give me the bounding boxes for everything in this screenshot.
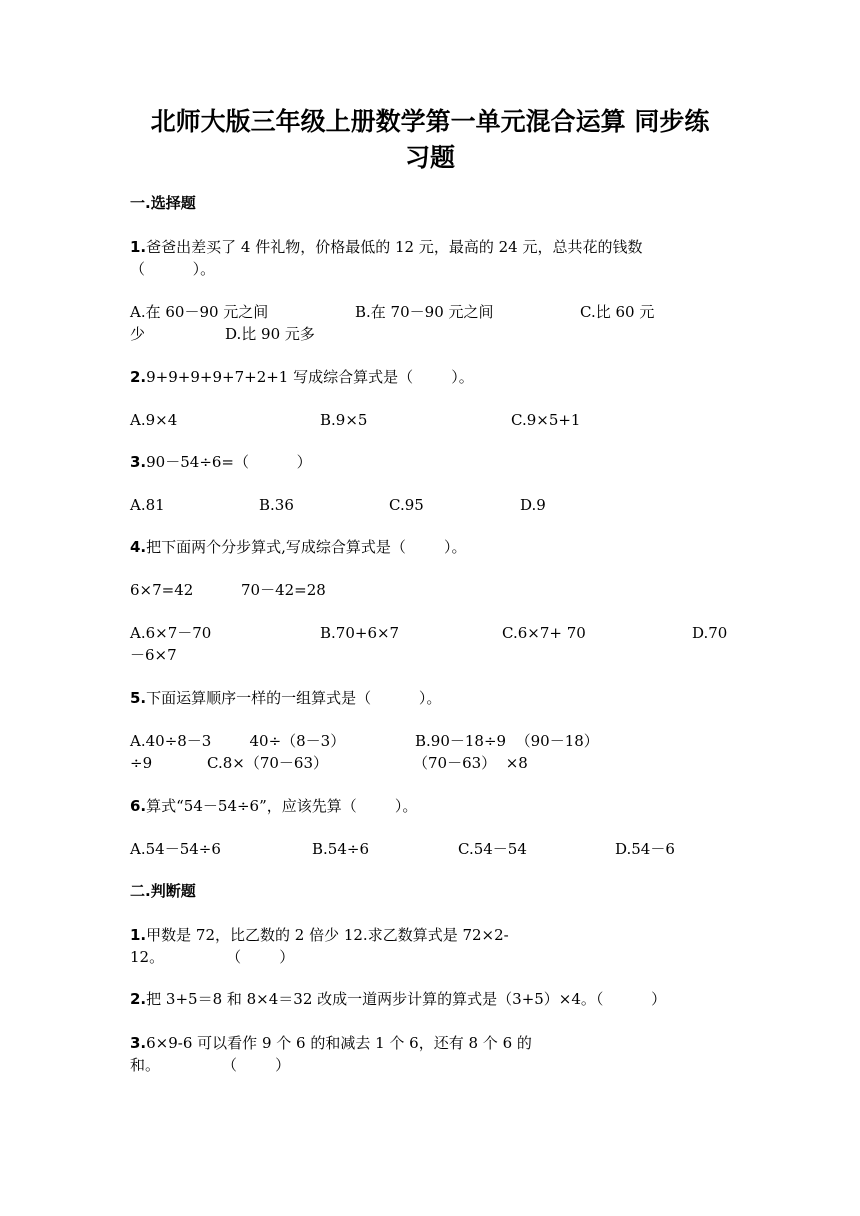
- question-3-option-b: B.36: [259, 496, 294, 514]
- question-2-option-a: A.9×4: [130, 411, 178, 429]
- judgement-2-stem: [130, 989, 666, 1009]
- question-number: 5.: [130, 689, 147, 707]
- question-number: 3.: [130, 1034, 147, 1052]
- question-1-option-d: D.比 90 元多: [225, 325, 315, 343]
- question-5-option-a: A.40÷8－3 40÷（8－3）: [130, 732, 346, 750]
- question-text: 下面运算顺序一样的一组算式是（ ）。: [146, 689, 442, 707]
- question-number: 2.: [130, 368, 147, 386]
- page-title-line1: 北师大版三年级上册数学第一单元混合运算 同步练: [150, 107, 710, 136]
- judgement-1-stem: [130, 925, 509, 945]
- question-4-option-d: D.70: [692, 624, 728, 642]
- question-number: 3.: [130, 453, 147, 471]
- question-number: 2.: [130, 990, 147, 1008]
- question-text: 把 3+5＝8 和 8×4＝32 改成一道两步计算的算式是（3+5）×4。（ ）: [146, 990, 667, 1008]
- question-3-option-c: C.95: [389, 496, 424, 514]
- question-number: 6.: [130, 797, 147, 815]
- question-text: 6×9-6 可以看作 9 个 6 的和减去 1 个 6，还有 8 个 6 的: [146, 1034, 532, 1052]
- page-title-line2: 习题: [404, 143, 455, 172]
- judgement-3-stem: [130, 1033, 532, 1053]
- question-5-option-c-right: （70－63） ×8: [413, 754, 528, 772]
- question-3-stem: [130, 452, 312, 472]
- question-number: 1.: [130, 926, 147, 944]
- question-text: 90－54÷6=（ ）: [146, 453, 312, 471]
- question-4-option-a: A.6×7－70: [130, 624, 212, 642]
- judgement-1-stem-cont: 12。 （ ）: [130, 948, 295, 966]
- question-5-option-c: C.8×（70－63）: [207, 754, 328, 772]
- section-heading-choice: 一.选择题: [130, 194, 196, 212]
- question-6-stem: [130, 796, 417, 816]
- question-1-option-c: C.比 60 元: [580, 303, 655, 321]
- question-text: 9+9+9+9+7+2+1 写成综合算式是（ ）。: [146, 368, 474, 386]
- section-heading-judgement: 二.判断题: [130, 882, 196, 900]
- judgement-3-stem-cont: 和。 （ ）: [130, 1056, 291, 1074]
- question-4-stem: [130, 537, 467, 557]
- question-6-option-b: B.54÷6: [312, 840, 369, 858]
- question-6-option-a: A.54－54÷6: [130, 840, 221, 858]
- question-text: 爸爸出差买了 4 件礼物，价格最低的 12 元，最高的 24 元，总共花的钱数: [146, 238, 643, 256]
- question-number: 4.: [130, 538, 147, 556]
- question-4-option-d-cont: －6×7: [130, 646, 177, 664]
- question-text: 算式“54－54÷6”，应该先算（ ）。: [146, 797, 418, 815]
- question-6-option-c: C.54－54: [458, 840, 527, 858]
- question-1-option-c-cont: 少: [130, 325, 146, 343]
- question-2-option-b: B.9×5: [320, 411, 368, 429]
- question-1-option-b: B.在 70－90 元之间: [355, 303, 494, 321]
- question-2-option-c: C.9×5+1: [511, 411, 581, 429]
- question-1-stem: [130, 237, 642, 257]
- question-4-steps: 6×7=42 70－42=28: [130, 581, 326, 599]
- question-2-stem: [130, 367, 474, 387]
- question-4-option-b: B.70+6×7: [320, 624, 400, 642]
- question-5-option-b-cont: ÷9: [130, 754, 153, 772]
- question-5-option-b: B.90－18÷9 （90－18）: [415, 732, 599, 750]
- question-3-option-d: D.9: [520, 496, 546, 514]
- question-5-stem: [130, 688, 441, 708]
- question-1-stem-cont: （ ）。: [130, 260, 216, 278]
- question-text: 甲数是 72，比乙数的 2 倍少 12.求乙数算式是 72×2-: [146, 926, 509, 944]
- question-number: 1.: [130, 238, 147, 256]
- question-6-option-d: D.54－6: [615, 840, 675, 858]
- question-1-option-a: A.在 60－90 元之间: [130, 303, 269, 321]
- question-4-option-c: C.6×7+ 70: [502, 624, 586, 642]
- question-text: 把下面两个分步算式,写成综合算式是（ ）。: [146, 538, 467, 556]
- question-3-option-a: A.81: [130, 496, 165, 514]
